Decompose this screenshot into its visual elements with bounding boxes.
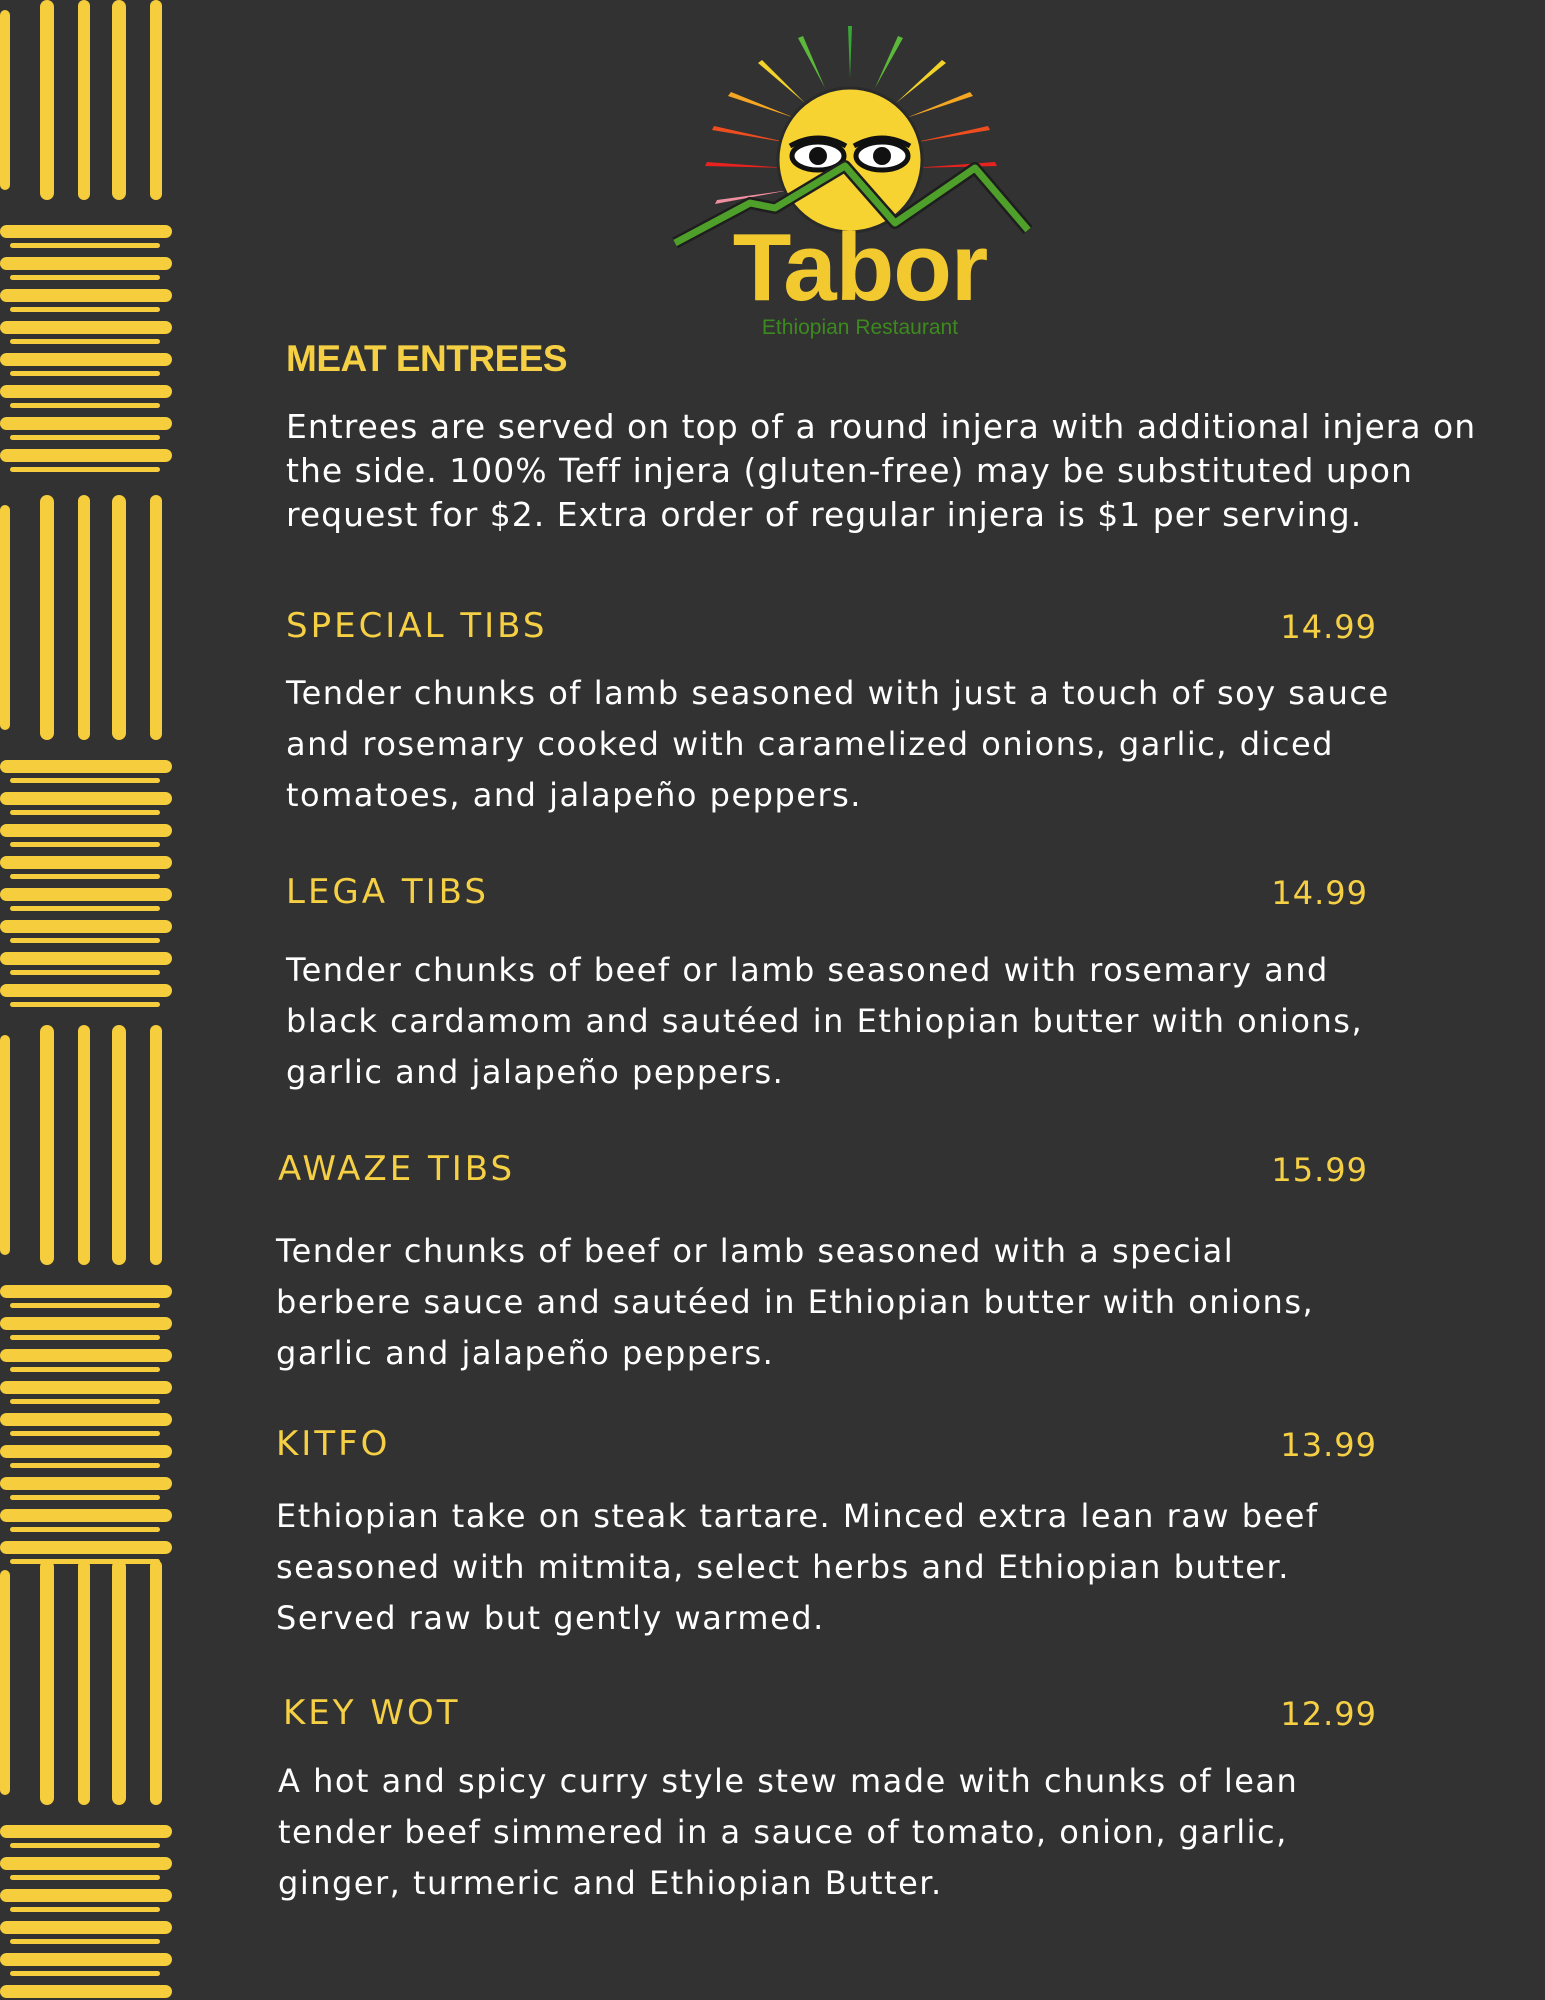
menu-item-description: Tender chunks of beef or lamb seasoned with a special berbere sauce and sautéed in Ethiopian butter with onions, garlic and jalapeño peppers.	[276, 1232, 1315, 1372]
section-intro: Entrees are served on top of a round injera with additional injera on the side. 100% Teff injera (gluten-free) may be substituted upon request for $2. Extra order of regular injera is $1 per serving.	[286, 407, 1477, 534]
menu-item-name: AWAZE TIBS	[278, 1149, 516, 1189]
menu-item-name: KITFO	[276, 1424, 391, 1464]
menu-item-description: Ethiopian take on steak tartare. Minced extra lean raw beef seasoned with mitmita, select herbs and Ethiopian butter. Served raw but gently warmed.	[276, 1497, 1319, 1637]
menu-item-description: Tender chunks of lamb seasoned with just a touch of soy sauce and rosemary cooked with caramelized onions, garlic, diced tomatoes, and jalapeño peppers.	[286, 674, 1390, 814]
menu-item-price: 14.99	[1280, 608, 1377, 646]
menu-item-description: A hot and spicy curry style stew made with chunks of lean tender beef simmered in a sauce of tomato, onion, garlic, ginger, turmeric and Ethiopian Butter.	[278, 1762, 1299, 1902]
menu-item-price: 14.99	[1271, 874, 1368, 912]
brand-name: Tabor	[732, 214, 988, 321]
menu-item-name: SPECIAL TIBS	[286, 606, 548, 646]
menu-item-price: 15.99	[1271, 1151, 1368, 1189]
menu-item-name: LEGA TIBS	[286, 872, 489, 912]
restaurant-logo	[670, 18, 1050, 343]
menu-item-description: Tender chunks of beef or lamb seasoned with rosemary and black cardamom and sautéed in Ethiopian butter with onions, garlic and jalapeño peppers.	[286, 951, 1364, 1091]
menu-item-name: KEY WOT	[283, 1693, 461, 1733]
decorative-stripe-pattern	[0, 0, 180, 2000]
section-title: MEAT ENTREES	[286, 338, 568, 379]
menu-item-price: 12.99	[1280, 1695, 1377, 1733]
menu-item-price: 13.99	[1280, 1426, 1377, 1464]
brand-tagline: Ethiopian Restaurant	[761, 316, 959, 339]
